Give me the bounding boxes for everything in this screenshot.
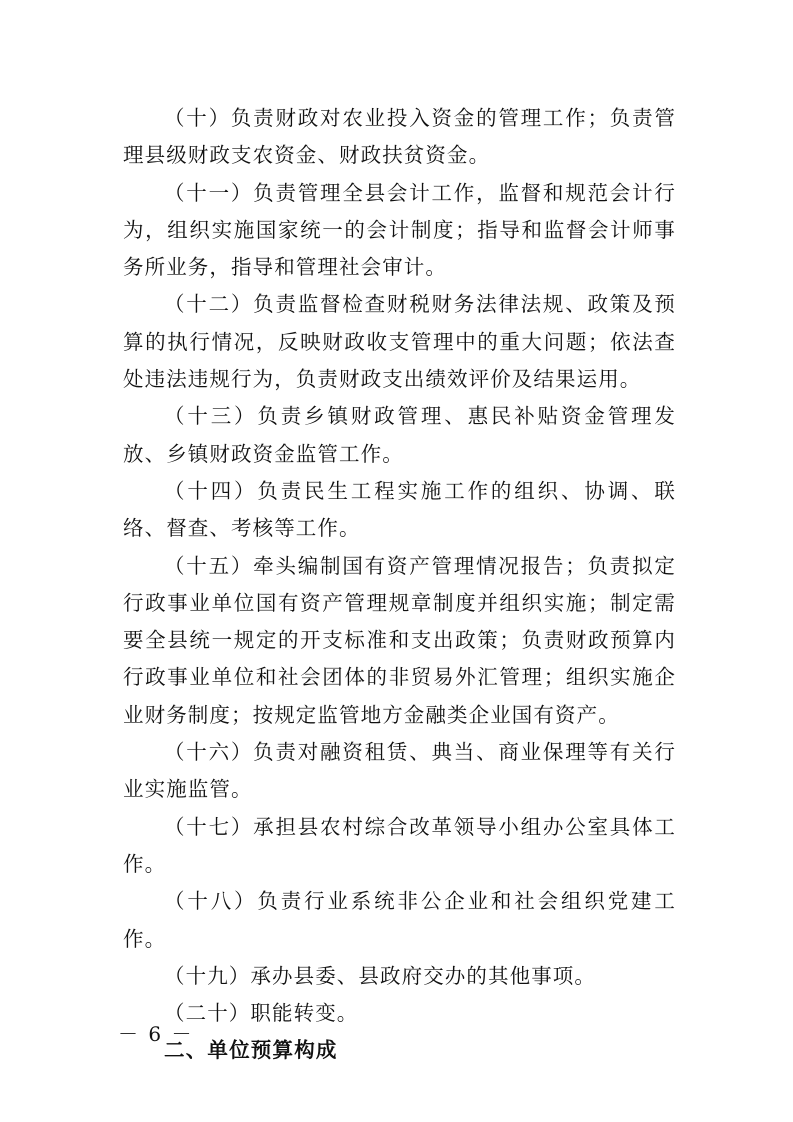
paragraph-item-12: （十二）负责监督检查财税财务法律法规、政策及预算的执行情况，反映财政收支管理中的重大问题；依法查处违法违规行为，负责财政支出绩效评价及结果运用。: [123, 292, 676, 392]
paragraph-item-19: （十九）承办县委、县政府交办的其他事项。: [164, 963, 596, 988]
paragraph-item-20: （二十）职能转变。: [164, 1001, 359, 1026]
paragraph-item-14: （十四）负责民生工程实施工作的组织、协调、联络、督查、考核等工作。: [123, 478, 676, 541]
page-number: － 6 －: [118, 1022, 194, 1046]
paragraph-item-17: （十七）承担县农村综合改革领导小组办公室具体工作。: [123, 814, 676, 876]
paragraph-item-10: （十）负责财政对农业投入资金的管理工作；负责管理县级财政支农资金、财政扶贫资金。: [123, 106, 676, 168]
paragraph-item-13: （十三）负责乡镇财政管理、惠民补贴资金管理发放、乡镇财政资金监管工作。: [123, 404, 676, 466]
section-heading: 二、单位预算构成: [164, 1038, 338, 1063]
paragraph-item-15: （十五）牵头编制国有资产管理情况报告；负责拟定行政事业单位国有资产管理规章制度并组织实施；制定需要全县统一规定的开支标准和支出政策；负责财政预算内行政事业单位和社会团体的非贸易外汇管理；组织实施企业财务制度；按规定监管地方金融类企业国有资产。: [123, 553, 676, 727]
paragraph-item-16: （十六）负责对融资租赁、典当、商业保理等有关行业实施监管。: [123, 740, 676, 802]
paragraph-item-18: （十八）负责行业系统非公企业和社会组织党建工作。: [123, 889, 676, 951]
paragraph-item-11: （十一）负责管理全县会计工作，监督和规范会计行为，组织实施国家统一的会计制度；指导和监督会计师事务所业务，指导和管理社会审计。: [123, 180, 676, 280]
document-body: [123, 100, 676, 1070]
